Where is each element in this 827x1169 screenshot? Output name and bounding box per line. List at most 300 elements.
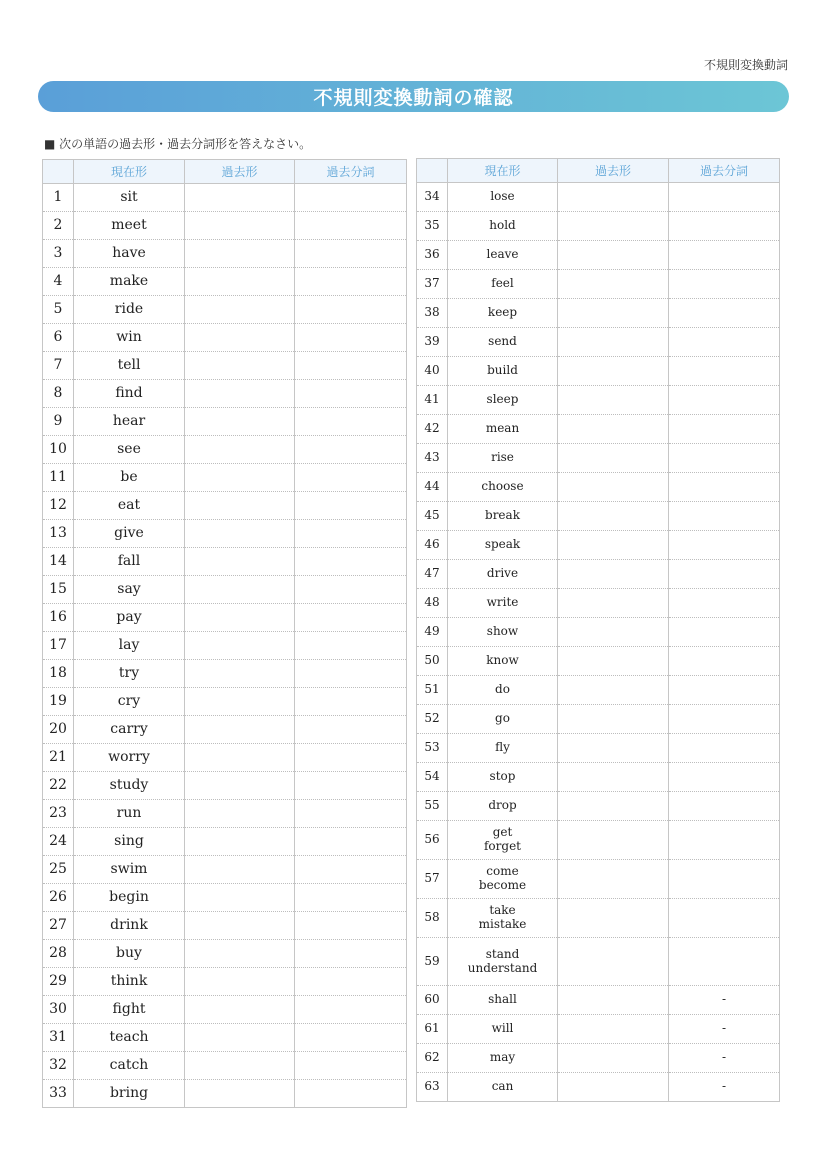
row-number: 6: [43, 324, 74, 352]
table-row: [417, 792, 780, 821]
present-form: [448, 560, 558, 589]
present-form: [448, 1044, 558, 1073]
table-row: [417, 357, 780, 386]
table-row: [43, 212, 407, 240]
table-row: [43, 240, 407, 268]
present-form-word: keep: [487, 305, 518, 320]
participle-answer-cell[interactable]: [295, 688, 407, 716]
table-row: [417, 676, 780, 705]
table-row: [417, 705, 780, 734]
present-form: [448, 299, 558, 328]
present-form: [448, 328, 558, 357]
table-row: [43, 884, 407, 912]
past-answer-cell[interactable]: [558, 502, 669, 531]
table-row: [43, 324, 407, 352]
past-answer-cell[interactable]: [558, 860, 669, 899]
participle-answer-cell[interactable]: [295, 296, 407, 324]
row-number: 8: [43, 380, 74, 408]
past-answer-cell[interactable]: [185, 940, 295, 968]
past-answer-cell[interactable]: [558, 676, 669, 705]
table-row: [417, 241, 780, 270]
present-form-word: get: [492, 825, 513, 840]
table-row: [43, 408, 407, 436]
row-number: 17: [43, 632, 74, 660]
past-answer-cell[interactable]: [558, 415, 669, 444]
present-form: find: [74, 380, 185, 408]
row-number: 31: [43, 1024, 74, 1052]
past-answer-cell[interactable]: [185, 576, 295, 604]
table-header-row: [417, 159, 780, 183]
table-row: [43, 660, 407, 688]
present-form: [448, 386, 558, 415]
table-row: [43, 828, 407, 856]
present-form: [448, 502, 558, 531]
table-row: [43, 380, 407, 408]
present-form: run: [74, 800, 185, 828]
past-answer-cell[interactable]: [185, 464, 295, 492]
past-answer-cell[interactable]: [558, 270, 669, 299]
present-form: sit: [74, 184, 185, 212]
table-row: [417, 183, 780, 212]
participle-answer-cell[interactable]: [669, 618, 780, 647]
past-answer-cell[interactable]: [185, 604, 295, 632]
participle-answer-cell[interactable]: [669, 705, 780, 734]
present-form-word: send: [488, 334, 517, 349]
present-form-word: write: [486, 595, 519, 610]
table-row: [417, 299, 780, 328]
present-form: catch: [74, 1052, 185, 1080]
table-row: [417, 531, 780, 560]
table-row: [43, 576, 407, 604]
participle-answer-cell[interactable]: [295, 744, 407, 772]
participle-answer-cell[interactable]: [669, 792, 780, 821]
present-form-word: take: [489, 903, 516, 918]
participle-answer-cell[interactable]: [295, 884, 407, 912]
present-form: [448, 1073, 558, 1102]
participle-answer-cell[interactable]: [669, 386, 780, 415]
present-header: 現在形: [448, 159, 558, 183]
instruction-text: ■ 次の単語の過去形・過去分詞形を答えなさい。: [44, 137, 312, 151]
past-answer-cell[interactable]: [558, 647, 669, 676]
past-answer-cell[interactable]: [558, 531, 669, 560]
past-answer-cell[interactable]: [185, 688, 295, 716]
present-header: 現在形: [74, 160, 185, 184]
present-form: be: [74, 464, 185, 492]
number-header: [417, 159, 448, 183]
past-answer-cell[interactable]: [185, 884, 295, 912]
participle-answer-cell[interactable]: [669, 270, 780, 299]
table-row: [43, 940, 407, 968]
past-answer-cell[interactable]: [558, 763, 669, 792]
past-answer-cell[interactable]: [558, 821, 669, 860]
present-form: [448, 734, 558, 763]
table-row: [43, 1052, 407, 1080]
past-answer-cell[interactable]: [558, 241, 669, 270]
present-form: [448, 473, 558, 502]
present-form-word: mistake: [478, 917, 527, 931]
present-form-word: become: [478, 878, 527, 892]
present-form: fall: [74, 548, 185, 576]
present-form: make: [74, 268, 185, 296]
present-form: [448, 241, 558, 270]
past-answer-cell[interactable]: [185, 1024, 295, 1052]
table-row: [417, 386, 780, 415]
present-form-word: show: [486, 624, 519, 639]
participle-answer-cell[interactable]: [295, 548, 407, 576]
past-answer-cell[interactable]: [185, 632, 295, 660]
present-form-word: may: [489, 1050, 516, 1065]
past-answer-cell[interactable]: [185, 800, 295, 828]
present-form: try: [74, 660, 185, 688]
past-answer-cell[interactable]: [558, 1015, 669, 1044]
present-form-word: sleep: [486, 392, 519, 407]
participle-answer-cell[interactable]: [295, 1052, 407, 1080]
participle-answer-cell[interactable]: [295, 912, 407, 940]
number-header: [43, 160, 74, 184]
present-form: worry: [74, 744, 185, 772]
participle-header: 過去分詞: [669, 159, 780, 183]
participle-answer-cell[interactable]: [295, 380, 407, 408]
participle-answer-cell[interactable]: [295, 520, 407, 548]
participle-answer-cell[interactable]: [295, 324, 407, 352]
past-answer-cell[interactable]: [185, 268, 295, 296]
table-row: [43, 632, 407, 660]
table-row: [417, 473, 780, 502]
past-answer-cell[interactable]: [185, 324, 295, 352]
present-form-word: fly: [495, 740, 510, 755]
row-number: 58: [417, 899, 448, 938]
past-answer-cell[interactable]: [558, 734, 669, 763]
present-form: lay: [74, 632, 185, 660]
present-form-word: will: [491, 1021, 514, 1036]
row-number: 54: [417, 763, 448, 792]
participle-answer-cell[interactable]: [295, 268, 407, 296]
participle-answer-cell[interactable]: [295, 856, 407, 884]
table-row: [43, 688, 407, 716]
past-answer-cell[interactable]: [558, 705, 669, 734]
table-row: [417, 763, 780, 792]
present-form-word: stop: [489, 769, 516, 784]
past-answer-cell[interactable]: [185, 212, 295, 240]
past-answer-cell[interactable]: [185, 660, 295, 688]
past-answer-cell[interactable]: [558, 299, 669, 328]
participle-answer-cell[interactable]: [295, 716, 407, 744]
past-answer-cell[interactable]: [185, 548, 295, 576]
row-number: 48: [417, 589, 448, 618]
table-row: [43, 464, 407, 492]
present-form: think: [74, 968, 185, 996]
present-form-word: drive: [486, 566, 519, 581]
table-row: [417, 938, 780, 986]
present-form: [448, 647, 558, 676]
present-form: [448, 618, 558, 647]
participle-answer-cell[interactable]: [295, 1080, 407, 1108]
row-number: 59: [417, 938, 448, 986]
table-row: [43, 520, 407, 548]
table-row: [43, 968, 407, 996]
past-answer-cell[interactable]: [185, 772, 295, 800]
participle-answer-cell[interactable]: [669, 299, 780, 328]
past-answer-cell[interactable]: [558, 473, 669, 502]
past-answer-cell[interactable]: [558, 938, 669, 986]
row-number: 1: [43, 184, 74, 212]
participle-answer-cell[interactable]: [669, 241, 780, 270]
participle-answer-cell[interactable]: [669, 899, 780, 938]
row-number: 21: [43, 744, 74, 772]
table-row: [43, 716, 407, 744]
present-form: ride: [74, 296, 185, 324]
title-banner: [38, 81, 789, 112]
past-answer-cell[interactable]: [185, 828, 295, 856]
participle-answer-cell[interactable]: [295, 408, 407, 436]
row-number: 4: [43, 268, 74, 296]
row-number: 11: [43, 464, 74, 492]
row-number: 56: [417, 821, 448, 860]
past-header: 過去形: [185, 160, 295, 184]
row-number: 7: [43, 352, 74, 380]
participle-answer-cell[interactable]: [669, 821, 780, 860]
past-answer-cell[interactable]: [558, 899, 669, 938]
table-row: [417, 1073, 780, 1102]
present-form: study: [74, 772, 185, 800]
table-row: [43, 604, 407, 632]
past-answer-cell[interactable]: [558, 589, 669, 618]
past-answer-cell[interactable]: [185, 968, 295, 996]
participle-answer-cell[interactable]: [295, 576, 407, 604]
present-form-word: lose: [490, 189, 515, 204]
participle-answer-cell[interactable]: [295, 828, 407, 856]
participle-answer-cell[interactable]: [295, 604, 407, 632]
participle-answer-cell[interactable]: [669, 444, 780, 473]
participle-answer-cell[interactable]: [669, 734, 780, 763]
table-row: [417, 444, 780, 473]
past-answer-cell[interactable]: [185, 744, 295, 772]
present-form: [448, 986, 558, 1015]
past-answer-cell[interactable]: [185, 716, 295, 744]
present-form: [448, 212, 558, 241]
participle-answer-cell[interactable]: [295, 436, 407, 464]
row-number: 51: [417, 676, 448, 705]
participle-answer-cell[interactable]: [669, 589, 780, 618]
present-form-word: break: [485, 508, 520, 523]
row-number: 20: [43, 716, 74, 744]
present-form: cry: [74, 688, 185, 716]
row-number: 36: [417, 241, 448, 270]
past-answer-cell[interactable]: [558, 1044, 669, 1073]
row-number: 49: [417, 618, 448, 647]
present-form: [448, 676, 558, 705]
row-number: 52: [417, 705, 448, 734]
past-answer-cell[interactable]: [185, 296, 295, 324]
row-number: 14: [43, 548, 74, 576]
present-form: [448, 1015, 558, 1044]
past-answer-cell[interactable]: [185, 1052, 295, 1080]
table-row: [417, 899, 780, 938]
participle-answer-cell[interactable]: [295, 800, 407, 828]
past-answer-cell[interactable]: [185, 380, 295, 408]
participle-answer-cell[interactable]: [669, 212, 780, 241]
past-answer-cell[interactable]: [558, 183, 669, 212]
row-number: 3: [43, 240, 74, 268]
row-number: 33: [43, 1080, 74, 1108]
present-form: [448, 270, 558, 299]
participle-answer-cell[interactable]: [295, 632, 407, 660]
past-answer-cell[interactable]: [558, 212, 669, 241]
participle-dash: -: [669, 1044, 780, 1073]
row-number: 19: [43, 688, 74, 716]
table-row: [43, 772, 407, 800]
present-form: [448, 183, 558, 212]
row-number: 45: [417, 502, 448, 531]
row-number: 44: [417, 473, 448, 502]
present-form: begin: [74, 884, 185, 912]
row-number: 53: [417, 734, 448, 763]
participle-answer-cell[interactable]: [295, 660, 407, 688]
past-answer-cell[interactable]: [558, 328, 669, 357]
verb-table-left: [42, 159, 407, 1108]
past-answer-cell[interactable]: [185, 492, 295, 520]
participle-answer-cell[interactable]: [669, 473, 780, 502]
table-row: [43, 296, 407, 324]
present-form: [448, 444, 558, 473]
row-number: 16: [43, 604, 74, 632]
table-row: [417, 560, 780, 589]
past-answer-cell[interactable]: [185, 912, 295, 940]
present-form: [448, 531, 558, 560]
past-answer-cell[interactable]: [185, 1080, 295, 1108]
past-answer-cell[interactable]: [558, 618, 669, 647]
table-row: [43, 996, 407, 1024]
table-row: [43, 1024, 407, 1052]
present-form-word: leave: [486, 247, 519, 262]
past-answer-cell[interactable]: [558, 444, 669, 473]
table-header-row: [43, 160, 407, 184]
past-answer-cell[interactable]: [558, 792, 669, 821]
row-number: 42: [417, 415, 448, 444]
participle-answer-cell[interactable]: [295, 492, 407, 520]
present-form: [448, 763, 558, 792]
participle-answer-cell[interactable]: [669, 647, 780, 676]
row-number: 23: [43, 800, 74, 828]
table-row: [417, 589, 780, 618]
past-answer-cell[interactable]: [185, 436, 295, 464]
past-answer-cell[interactable]: [185, 856, 295, 884]
present-form-word: speak: [484, 537, 521, 552]
table-row: [43, 436, 407, 464]
present-form: pay: [74, 604, 185, 632]
past-answer-cell[interactable]: [185, 408, 295, 436]
present-form: [448, 357, 558, 386]
row-number: 34: [417, 183, 448, 212]
present-form: hear: [74, 408, 185, 436]
participle-answer-cell[interactable]: [669, 763, 780, 792]
table-row: [43, 800, 407, 828]
past-answer-cell[interactable]: [185, 520, 295, 548]
participle-answer-cell[interactable]: [669, 860, 780, 899]
participle-answer-cell[interactable]: [295, 464, 407, 492]
table-row: [417, 618, 780, 647]
row-number: 40: [417, 357, 448, 386]
participle-answer-cell[interactable]: [295, 772, 407, 800]
participle-answer-cell[interactable]: [295, 940, 407, 968]
past-answer-cell[interactable]: [558, 560, 669, 589]
participle-answer-cell[interactable]: [295, 968, 407, 996]
present-form-word: shall: [488, 992, 517, 1007]
participle-answer-cell[interactable]: [669, 502, 780, 531]
present-form: sing: [74, 828, 185, 856]
participle-answer-cell[interactable]: [295, 240, 407, 268]
participle-answer-cell[interactable]: [295, 996, 407, 1024]
table-row: [417, 986, 780, 1015]
present-form-word: can: [491, 1079, 514, 1094]
table-row: [43, 912, 407, 940]
participle-answer-cell[interactable]: [295, 1024, 407, 1052]
row-number: 9: [43, 408, 74, 436]
past-answer-cell[interactable]: [185, 996, 295, 1024]
participle-answer-cell[interactable]: [669, 531, 780, 560]
participle-answer-cell[interactable]: [669, 415, 780, 444]
participle-answer-cell[interactable]: [669, 328, 780, 357]
row-number: 57: [417, 860, 448, 899]
present-form-word: hold: [489, 218, 516, 233]
row-number: 43: [417, 444, 448, 473]
participle-answer-cell[interactable]: [669, 183, 780, 212]
participle-answer-cell[interactable]: [295, 212, 407, 240]
row-number: 25: [43, 856, 74, 884]
row-number: 22: [43, 772, 74, 800]
present-form: have: [74, 240, 185, 268]
participle-answer-cell[interactable]: [669, 357, 780, 386]
table-row: [43, 1080, 407, 1108]
past-answer-cell[interactable]: [185, 184, 295, 212]
row-number: 32: [43, 1052, 74, 1080]
present-form: buy: [74, 940, 185, 968]
present-form-word: come: [486, 864, 519, 879]
participle-answer-cell[interactable]: [295, 184, 407, 212]
past-answer-cell[interactable]: [558, 386, 669, 415]
present-form: [448, 899, 558, 938]
participle-answer-cell[interactable]: [669, 676, 780, 705]
row-number: 60: [417, 986, 448, 1015]
present-form: carry: [74, 716, 185, 744]
past-answer-cell[interactable]: [558, 1073, 669, 1102]
row-number: 46: [417, 531, 448, 560]
participle-dash: -: [669, 986, 780, 1015]
present-form-word: build: [487, 363, 518, 378]
table-row: [43, 548, 407, 576]
row-number: 50: [417, 647, 448, 676]
past-header: 過去形: [558, 159, 669, 183]
participle-header: 過去分詞: [295, 160, 407, 184]
present-form: teach: [74, 1024, 185, 1052]
participle-answer-cell[interactable]: [669, 560, 780, 589]
past-answer-cell[interactable]: [185, 352, 295, 380]
present-form-word: go: [495, 711, 510, 726]
present-form: bring: [74, 1080, 185, 1108]
table-row: [43, 856, 407, 884]
verb-table-right: [416, 158, 780, 1102]
past-answer-cell[interactable]: [185, 240, 295, 268]
table-row: [43, 352, 407, 380]
participle-answer-cell[interactable]: [295, 352, 407, 380]
present-form-word: understand: [467, 960, 538, 975]
present-form: tell: [74, 352, 185, 380]
participle-answer-cell[interactable]: [669, 938, 780, 986]
past-answer-cell[interactable]: [558, 986, 669, 1015]
row-number: 12: [43, 492, 74, 520]
past-answer-cell[interactable]: [558, 357, 669, 386]
row-number: 35: [417, 212, 448, 241]
